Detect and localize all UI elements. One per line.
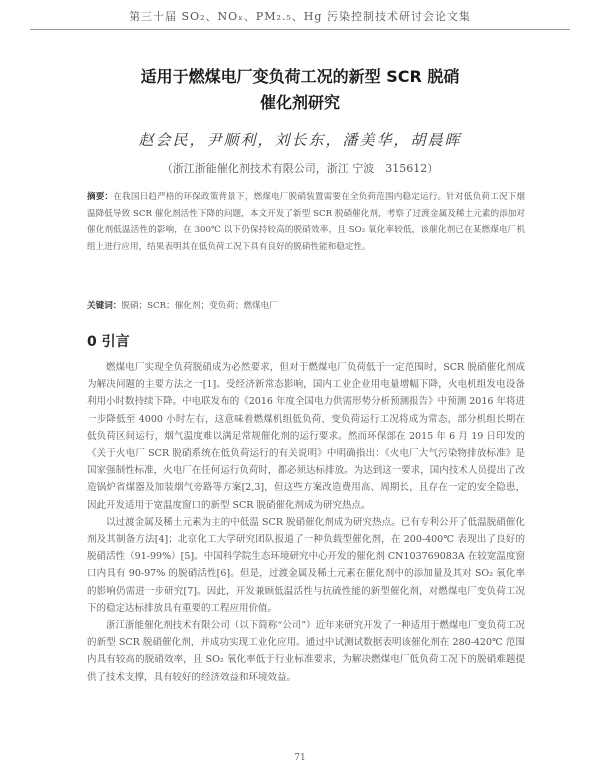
authors: 赵会民，尹顺利，刘长东，潘美华，胡晨晖 [138,131,462,149]
paper-title-line-2: 催化剂研究 [259,93,340,112]
paragraph: 浙江浙能催化剂技术有限公司（以下简称“公司”）近年来研究开发了一种适用于燃煤电厂变负荷工况的新型 SCR 脱硝催化剂，并成功实现工业化应用。通过中试测试数据表明该催化剂在 280-420℃ 范围内具有较高的脱硝效率，且 SO₂ 氧化率低于行业标准要求，为解决燃煤电厂低负荷工况下的脱硝难题提供了技术支撑，具有较好的经济效益和环境效益。 [87,620,525,683]
abstract [87,189,525,255]
section-heading: 0 引言 [87,334,130,350]
paragraph: 燃煤电厂实现全负荷脱硝成为必然要求，但对于燃煤电厂负荷低于一定范围时，SCR 脱硝催化剂成为解决问题的主要方法之一[1]。受经济新常态影响，国内工业企业用电量增幅下降，火电机组发电设备利用小时数持续下降。中电联发布的《2016 年度全国电力供需形势分析预测报告》中预测 2016 年将进一步降低至 4000 小时左右，这意味着燃煤机组低负荷、变负荷运行工况将成为常态，部分机组长期在低负荷区间运行，烟气温度难以满足常规催化剂的运行要求。然而环保部在 2015 年 6 月 19 日印发的《关于火电厂 SCR 脱硝系统在低负荷运行的有关说明》中明确指出：《火电厂大气污染物排放标准》是国家强制性标准，火电厂在任何运行负荷时，都必须达标排放。为达到这一要求，国内技术人员提出了改造锅炉省煤器及加装烟气旁路等方案[2,3]，但这些方案改造费用高、周期长，且存在一定的安全隐患，因此开发适用于宽温度窗口的新型 SCR 脱硝催化剂成为研究热点。 [87,362,525,511]
abstract-text: 在我国日趋严格的环保政策背景下，燃煤电厂脱硝装置需要在全负荷范围内稳定运行。针对低负荷工况下烟温降低导致 SCR 催化剂活性下降的问题，本文开发了新型 SCR 脱硝催化剂，考察了过渡金属及稀土元素的添加对催化剂低温活性的影响，在 300℃ 以下仍保持较高的脱硝效率，且 SO₂ 氧化率较低，该催化剂已在某燃煤电厂机组上进行应用，结果表明其在低负荷工况下具有良好的脱硝性能和稳定性。 [87,192,525,252]
paragraph: 以过渡金属及稀土元素为主的中低温 SCR 脱硝催化剂成为研究热点。已有专利公开了低温脱硝催化剂及其制备方法[4]；北京化工大学研究团队报道了一种负载型催化剂，在 200-400℃ 表现出了良好的脱硝活性（91-99%）[5]。中国科学院生态环境研究中心开发的催化剂 CN103769083A 在较宽温度窗口内具有 90-97% 的脱硝活性[6]。但是，过渡金属及稀土元素在催化剂中的添加量及其对 SO₂ 氧化率的影响仍需进一步研究[7]。因此，开发兼顾低温活性与抗硫性能的新型催化剂，对燃煤电厂变负荷工况下的稳定达标排放具有重要的工程应用价值。 [87,516,525,614]
keywords [87,299,525,313]
keywords-label: 关键词： [87,301,122,311]
affiliation: （浙江浙能催化剂技术有限公司，浙江 宁波 315612） [161,162,439,175]
header-rule [30,29,570,30]
keywords-text: 脱硝；SCR；催化剂；变负荷；燃煤电厂 [121,301,278,311]
running-header: 第三十届 SO₂、NOₓ、PM₂.₅、Hg 污染控制技术研讨会论文集 [129,10,471,23]
body-text [87,359,525,686]
abstract-label: 摘要： [87,192,114,202]
paper-title-line-1: 适用于燃煤电厂变负荷工况的新型 SCR 脱硝 [140,67,460,86]
page-number: 71 [294,753,306,763]
